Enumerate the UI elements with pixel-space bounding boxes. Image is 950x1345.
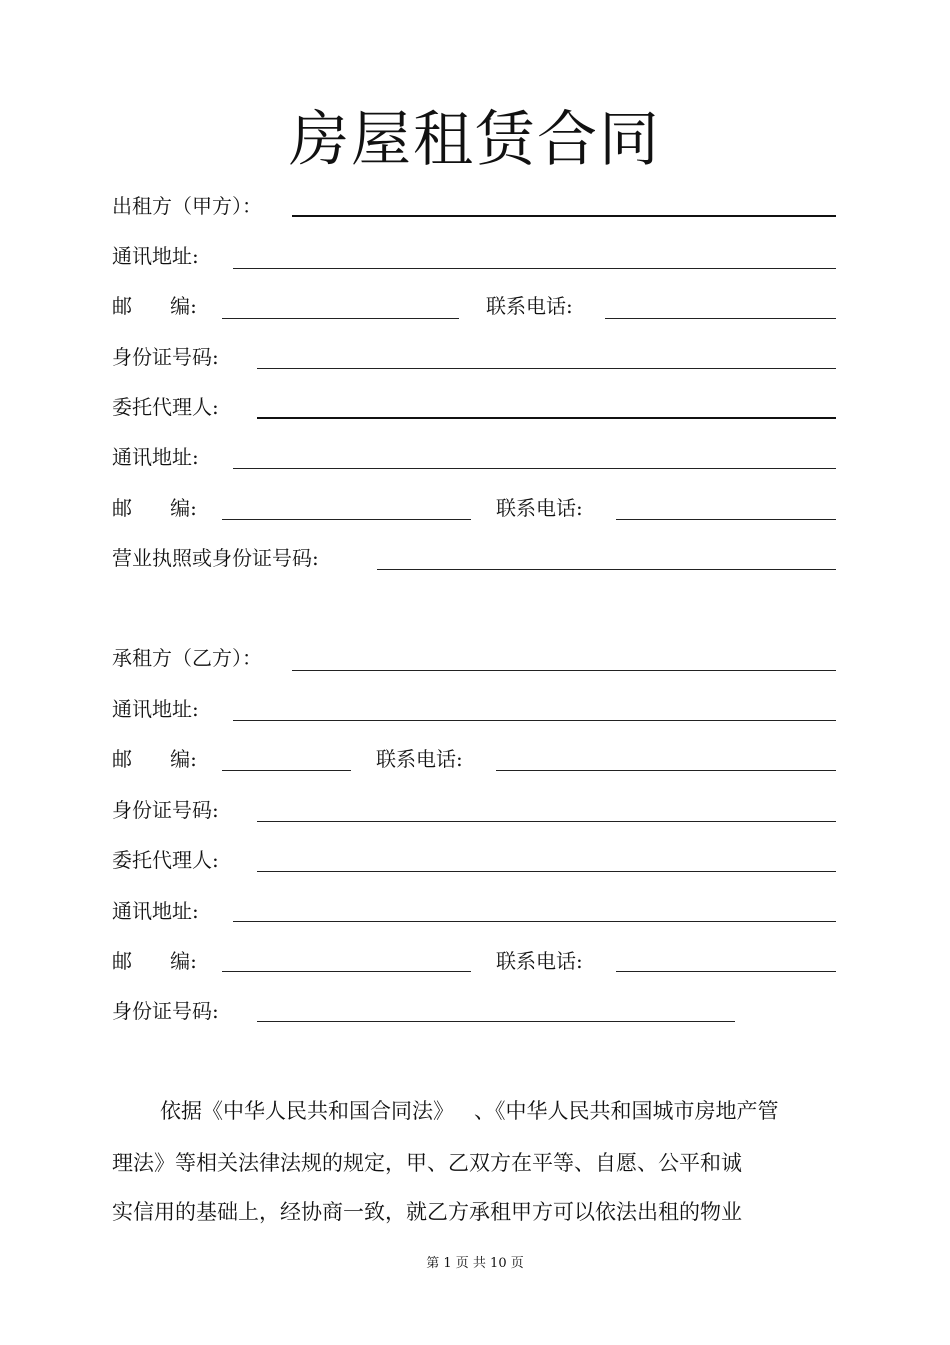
lessee-agent-address-label: 通讯地址: (112, 899, 199, 923)
lessee-id-label: 身份证号码: (112, 798, 219, 822)
lessor-agent-field[interactable] (257, 417, 836, 419)
lessor-id-field[interactable] (257, 368, 836, 369)
lessor-license-label: 营业执照或身份证号码: (112, 546, 319, 570)
preamble-line-2: 理法》等相关法律法规的规定，甲、乙双方在平等、自愿、公平和诚 (112, 1151, 742, 1175)
lessor-postcode-field[interactable] (222, 318, 459, 319)
lessor-agent-label: 委托代理人: (112, 395, 219, 419)
document-title: 房屋租赁合同 (289, 105, 661, 175)
lessee-agent-postcode-field[interactable] (222, 971, 471, 972)
lessee-agent-field[interactable] (257, 871, 836, 872)
lessor-phone-label: 联系电话: (486, 294, 573, 318)
lessee-party-label: 承租方（乙方）： (112, 646, 262, 670)
lessor-agent-address-label: 通讯地址: (112, 445, 199, 469)
lessee-agent-postcode-label: 邮 编: (112, 949, 197, 973)
lessor-address-label: 通讯地址: (112, 244, 199, 268)
lessee-agent-id-field[interactable] (257, 1021, 735, 1022)
lessor-agent-postcode-label: 邮 编: (112, 496, 197, 520)
lessee-name-field[interactable] (292, 670, 836, 671)
lessee-address-label: 通讯地址: (112, 697, 199, 721)
lessor-agent-address-field[interactable] (233, 468, 836, 469)
lessee-phone-field[interactable] (496, 770, 836, 771)
lessee-postcode-label: 邮 编: (112, 747, 197, 771)
preamble-line-3: 实信用的基础上，经协商一致，就乙方承租甲方可以依法出租的物业 (112, 1200, 742, 1224)
lessee-phone-label: 联系电话: (376, 747, 463, 771)
lessee-postcode-field[interactable] (222, 770, 351, 771)
lessee-address-field[interactable] (233, 720, 836, 721)
lessor-agent-postcode-field[interactable] (222, 519, 471, 520)
lessee-id-field[interactable] (257, 821, 836, 822)
lessee-agent-address-field[interactable] (233, 921, 836, 922)
lessee-agent-phone-label: 联系电话: (496, 949, 583, 973)
lessor-phone-field[interactable] (605, 318, 836, 319)
lessor-postcode-label: 邮 编: (112, 294, 197, 318)
preamble-line-1: 依据《中华人民共和国合同法》 、《中华人民共和国城市房地产管 (160, 1099, 779, 1123)
lessor-agent-phone-label: 联系电话: (496, 496, 583, 520)
page-footer: 第 1 页 共 10 页 (426, 1256, 524, 1271)
lessor-id-label: 身份证号码: (112, 345, 219, 369)
lessee-agent-phone-field[interactable] (616, 971, 836, 972)
lessor-party-label: 出租方（甲方）： (112, 194, 262, 218)
lessor-agent-phone-field[interactable] (616, 519, 836, 520)
lessee-agent-label: 委托代理人: (112, 848, 219, 872)
lessee-agent-id-label: 身份证号码: (112, 999, 219, 1023)
lessor-name-field[interactable] (292, 215, 836, 217)
lessor-license-field[interactable] (377, 569, 836, 570)
lessor-address-field[interactable] (233, 268, 836, 269)
